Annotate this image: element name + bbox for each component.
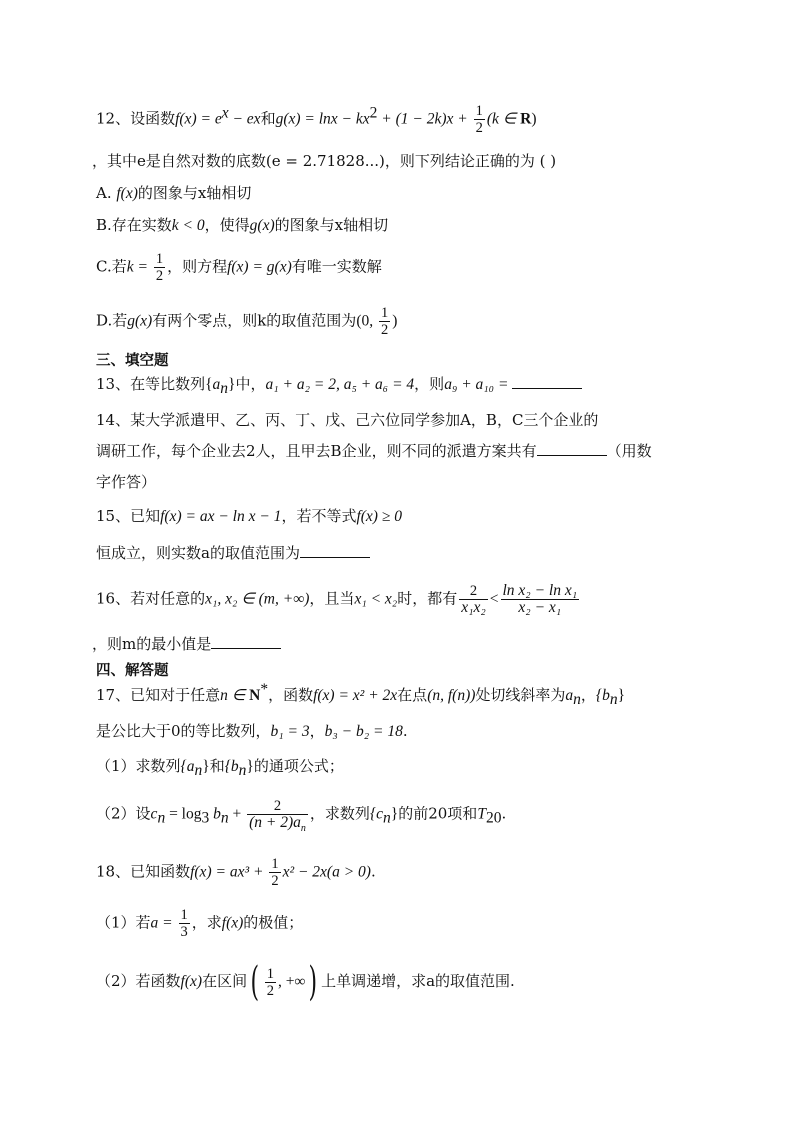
q12-g-mid: + (1 − 2k)x + — [377, 110, 472, 128]
q15-answer-blank — [300, 543, 370, 558]
q12-f-tail: − ex — [228, 110, 261, 128]
q18-part2: （2）若函数f(x)在区间( $\frac{1}{2}$ , +∞) 上单调递增，求a的取值范围. — [96, 959, 515, 1005]
q18-third-fraction: $\frac{1}{3}$ — [180, 907, 188, 940]
q12-real-set: R — [520, 110, 532, 128]
q15-line2: 恒成立，则实数a的取值范围为 — [96, 542, 370, 564]
q16-answer-blank — [211, 634, 281, 649]
q14-line1: 14、某大学派遣甲、乙、丙、丁、戊、己六位同学参加A，B，C三个企业的 — [96, 411, 599, 429]
q12-option-a: A. f(x)的图象与x轴相切 — [96, 184, 252, 202]
q18-half-fraction: $\frac{1}{2}$ — [271, 856, 279, 889]
q12-half-fraction: $\frac{1}{2}$ — [475, 103, 483, 136]
q14-line3: 字作答） — [96, 473, 157, 491]
q12-k-domain: (k ∈ — [486, 110, 521, 128]
q12-intro: 12、设函数 — [96, 109, 176, 128]
q14-line2: 调研工作，每个企业去2人，且甲去B企业，则不同的派遣方案共有 （用数 — [96, 442, 652, 460]
q15-stem: 15、已知f(x) = ax − ln x − 1，若不等式f(x) ≥ 0 — [96, 507, 402, 525]
q17-cn-fraction: $\frac{2}{(n + 2)a_n}$ — [249, 798, 306, 835]
q17-stem: 17、已知对于任意n ∈ N*，函数f(x) = x² + 2x在点(n, f(n))处切线斜率为$a_n$，$\{b_n\}$ — [96, 681, 626, 708]
q12-c-fraction: $\frac{1}{2}$ — [155, 251, 164, 284]
q18-stem: 18、已知函数f(x) = ax³ + $\frac{1}{2}$ x² − 2x(a > 0). — [96, 856, 376, 889]
q12-d-fraction: $\frac{1}{2}$ — [380, 305, 389, 338]
q17-part1: （1）求数列$\{a_n\}$和$\{b_n\}$的通项公式； — [96, 757, 344, 779]
section-fill-in-heading: 三、填空题 — [96, 353, 169, 369]
q12-f-def: f(x) = e — [175, 110, 222, 128]
q16-right-fraction: $\frac{\text{ln x₂ − ln x₁}}{\text{x₂ − x₁}}$ — [502, 582, 578, 616]
q12-note: ，其中e是自然对数的底数(e = 2.71828...)，则下列结论正确的为 ( ) — [92, 152, 557, 170]
q12-option-b: B.存在实数k < 0，使得g(x)的图象与x轴相切 — [96, 216, 389, 234]
q17-line2: 是公比大于0的等比数列，b₁ = 3，b₃ − b₂ = 18. — [96, 722, 408, 740]
q12-option-c: C.若k = $\frac{1}{2}$ ，则方程f(x) = g(x)有唯一实数解 — [96, 251, 382, 284]
q12-stem: 12、设函数$f(x) = e^x$ − ex和$g(x) = \ln x - kx^2 + (1 - 2k)x$ + $\frac{1}{2}$ (k ∈ R) — [96, 103, 537, 136]
q16-left-fraction: $\frac{2}{\text{x₁x₂}}$ — [461, 583, 486, 616]
q13-answer-blank — [512, 374, 582, 389]
q12-he: 和 — [260, 109, 276, 128]
q14-answer-blank — [537, 441, 607, 456]
q13-condition: a₁ + a₂ = 2, a₅ + a₆ = 4 — [265, 376, 415, 393]
q12-g-def: g(x) = lnx − kx — [275, 110, 370, 128]
q12-option-d: D.若g(x)有两个零点，则k的取值范围为(0, $\frac{1}{2}$ ) — [96, 305, 398, 338]
q18-interval-fraction: $\frac{1}{2}$ — [266, 965, 274, 999]
q13-ask: a₉ + a₁₀ = — [444, 376, 509, 393]
q16-stem: 16、若对任意的x₁, x₂ ∈ (m, +∞)，且当x₁ < x₂时，都有 $\frac{2}{\text{x₁x₂}}$ < $\frac{\text{ln x₂ − ln x₁}}{\text{x₂ − x₁}}$ — [96, 582, 578, 616]
q17-part2: （2）设$c_n = \log_3 b_n$ + $\frac{2}{(n + 2)a_n}$ ，求数列$\{c_n\}$的前20项和$T_{20}$. — [96, 798, 507, 835]
q16-line2: ，则m的最小值是 — [92, 633, 281, 655]
q18-part1: （1）若a = $\frac{1}{3}$ ，求f(x)的极值； — [96, 907, 304, 940]
section-answer-heading: 四、解答题 — [96, 663, 169, 679]
q13-stem: 13、在等比数列$\{a_n\}$中，a₁ + a₂ = 2, a₅ + a₆ = 4，则a₉ + a₁₀ = — [96, 373, 582, 396]
